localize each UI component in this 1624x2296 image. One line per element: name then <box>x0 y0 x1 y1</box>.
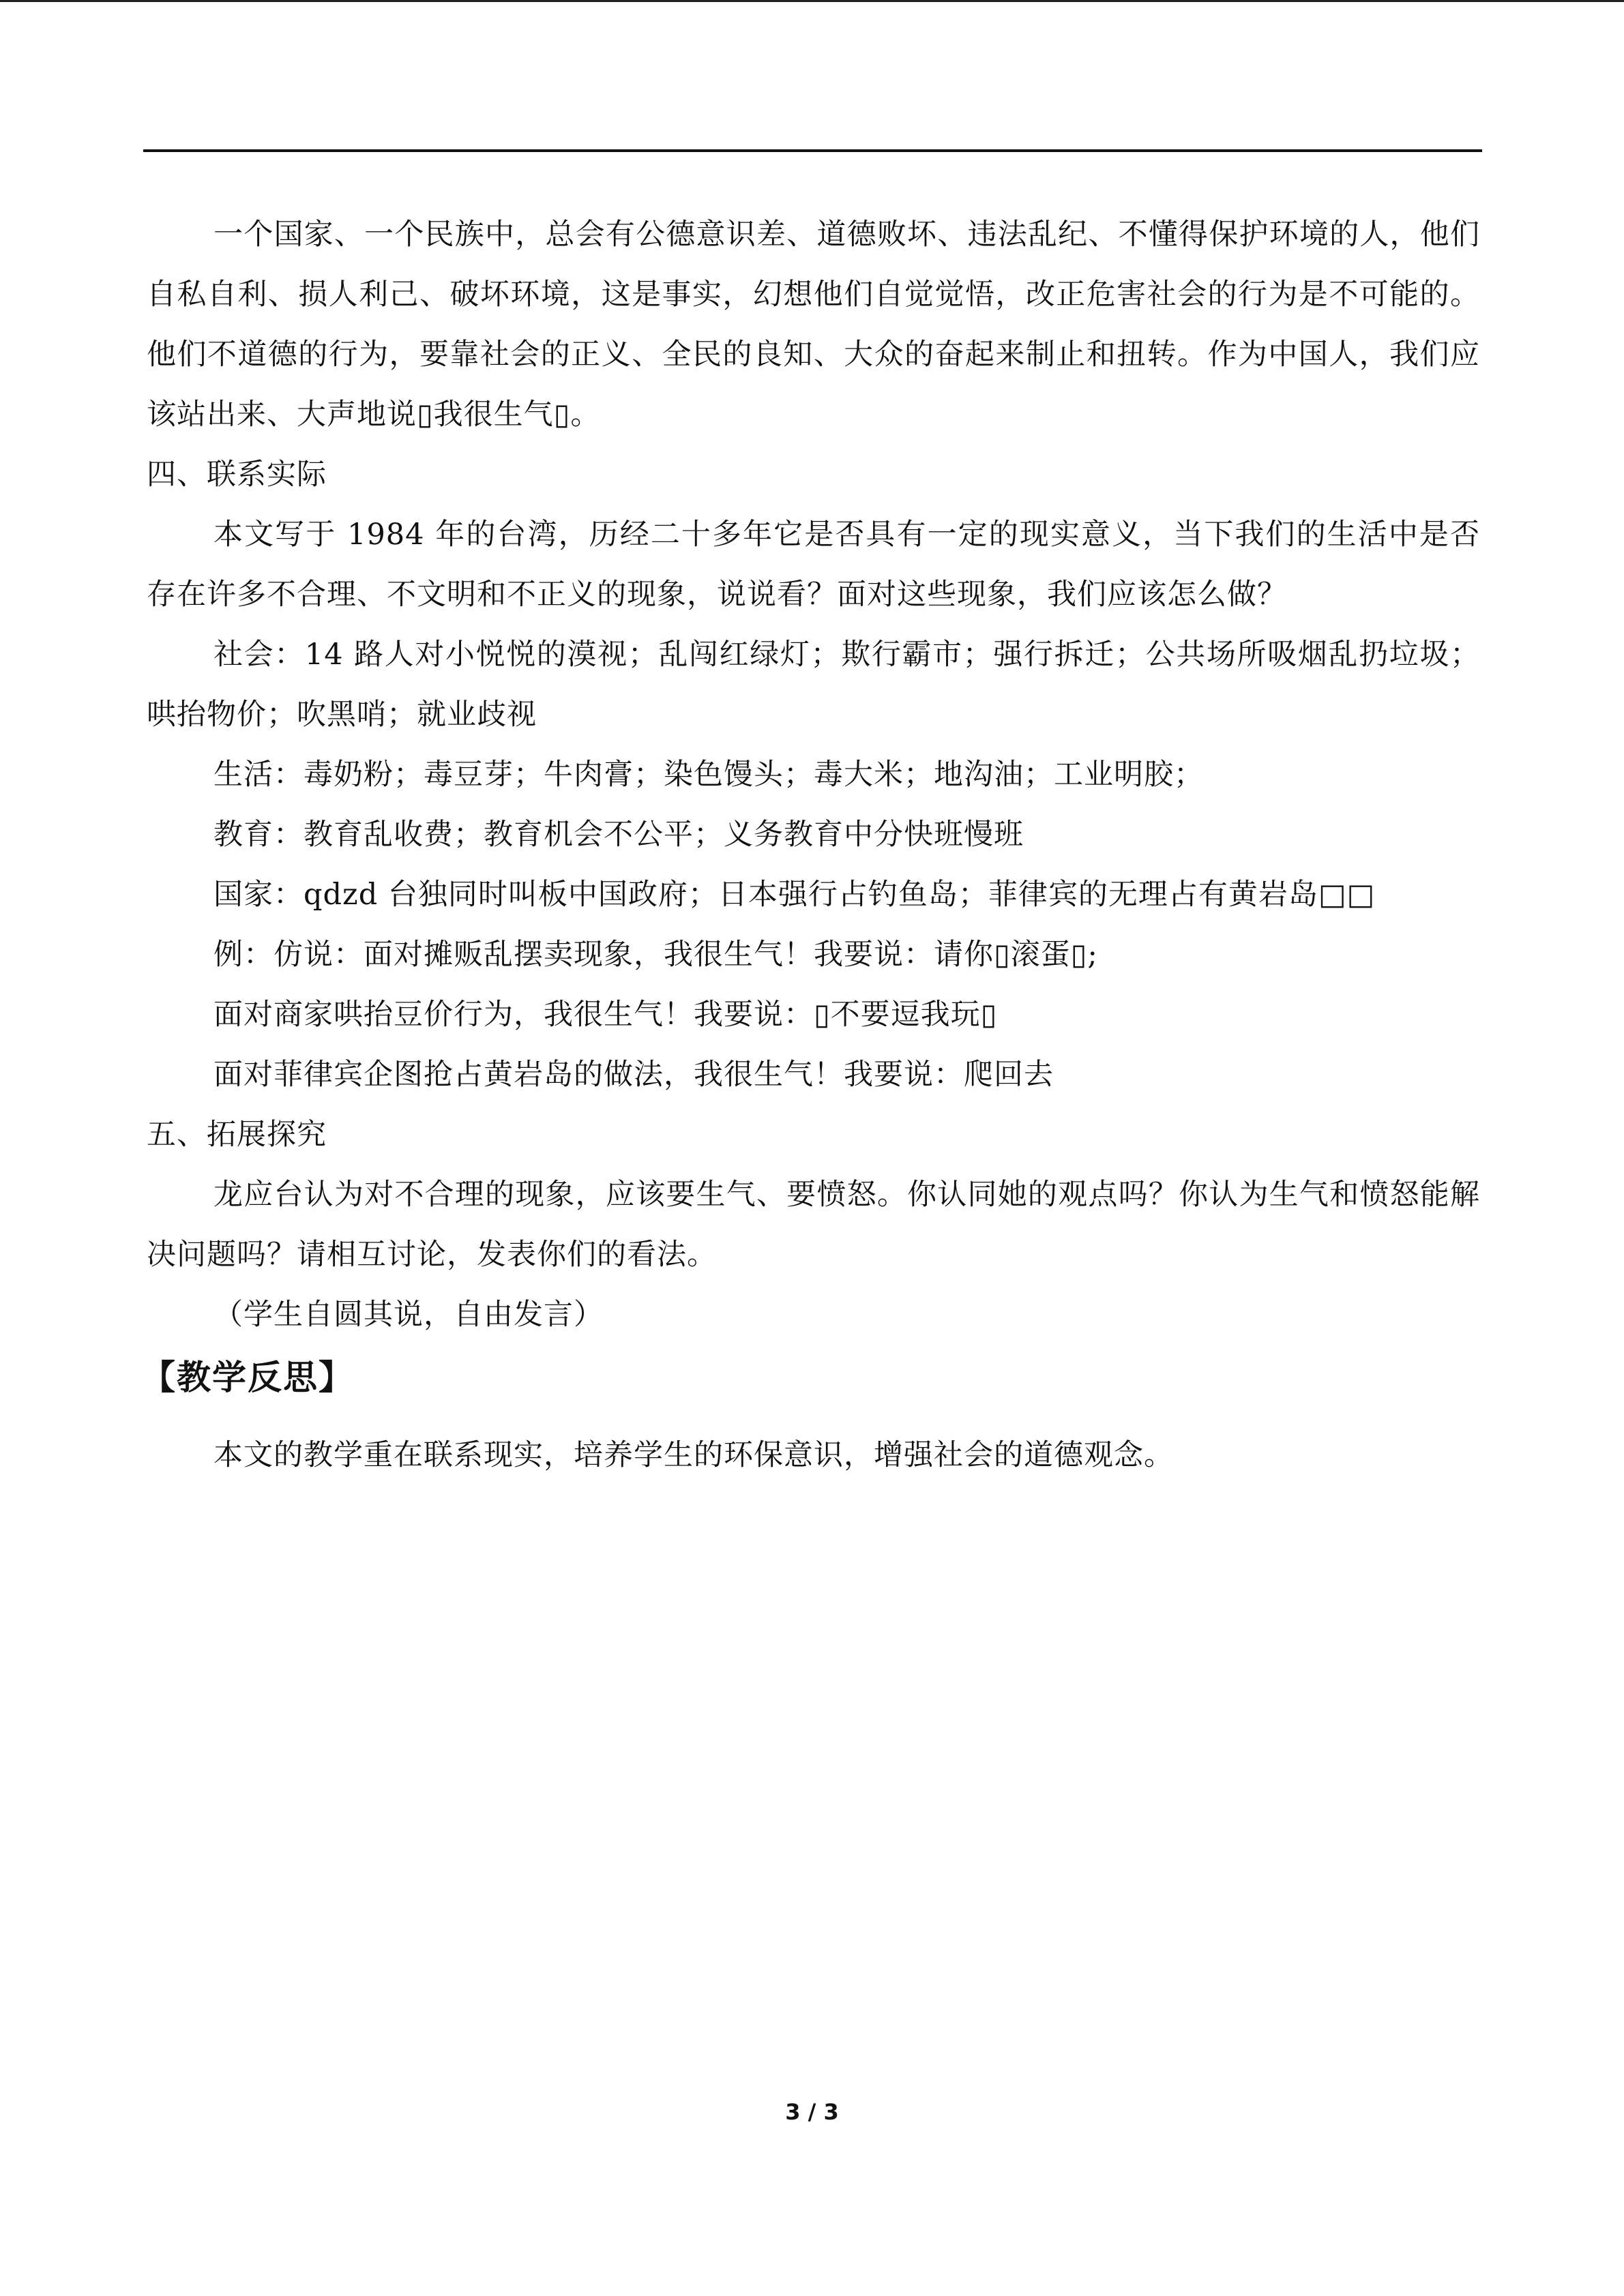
paragraph-discussion-question: 龙应台认为对不合理的现象，应该要生气、要愤怒。你认同她的观点吗？你认为生气和愤怒能解决问题吗？请相互讨论，发表你们的看法。 <box>147 1178 1480 1272</box>
paragraph-imitation-example-1: 例：仿说：面对摊贩乱摆卖现象，我很生气！我要说：请你▯滚蛋▯; <box>213 938 1098 972</box>
document-body <box>141 205 1480 1485</box>
section-heading-contact-reality: 四、联系实际 <box>147 458 327 492</box>
paragraph-imitation-example-3: 面对菲律宾企图抢占黄岩岛的做法，我很生气！我要说：爬回去 <box>213 1058 1054 1092</box>
header-rule <box>143 149 1482 152</box>
teaching-reflection-heading: 【教学反思】 <box>141 1358 354 1397</box>
paragraph-education-examples: 教育：教育乱收费；教育机会不公平；义务教育中分快班慢班 <box>213 818 1024 852</box>
page-top-edge <box>0 0 1624 2</box>
paragraph-nation-examples: 国家：qdzd 台独同时叫板中国政府；日本强行占钓鱼岛；菲律宾的无理占有黄岩岛□□ <box>213 878 1376 912</box>
paragraph-public-morality: 一个国家、一个民族中，总会有公德意识差、道德败坏、违法乱纪、不懂得保护环境的人，他们自私自利、损人利己、破坏环境，这是事实，幻想他们自觉觉悟，改正危害社会的行为是不可能的。他们不道德的行为，要靠社会的正义、全民的良知、大众的奋起来制止和扭转。作为中国人，我们应该站出来、大声地说▯我很生气▯。 <box>147 218 1480 432</box>
paragraph-student-response: （学生自圆其说，自由发言） <box>213 1298 604 1332</box>
paragraph-life-examples: 生活：毒奶粉；毒豆芽；牛肉膏；染色馒头；毒大米；地沟油；工业明胶； <box>213 758 1204 792</box>
paragraph-imitation-example-2: 面对商家哄抬豆价行为，我很生气！我要说：▯不要逗我玩▯ <box>213 998 998 1032</box>
paragraph-teaching-reflection: 本文的教学重在联系现实，培养学生的环保意识，增强社会的道德观念。 <box>213 1438 1174 1472</box>
paragraph-society-examples: 社会：14 路人对小悦悦的漠视；乱闯红绿灯；欺行霸市；强行拆迁；公共场所吸烟乱扔垃圾；哄抬物价；吹黑哨；就业歧视 <box>147 638 1480 732</box>
paragraph-written-1984: 本文写于 1984 年的台湾，历经二十多年它是否具有一定的现实意义，当下我们的生活中是否存在许多不合理、不文明和不正义的现象，说说看？面对这些现象，我们应该怎么做？ <box>147 518 1480 612</box>
page-number: 3 / 3 <box>785 2099 839 2125</box>
section-heading-extended-inquiry: 五、拓展探究 <box>147 1118 327 1152</box>
